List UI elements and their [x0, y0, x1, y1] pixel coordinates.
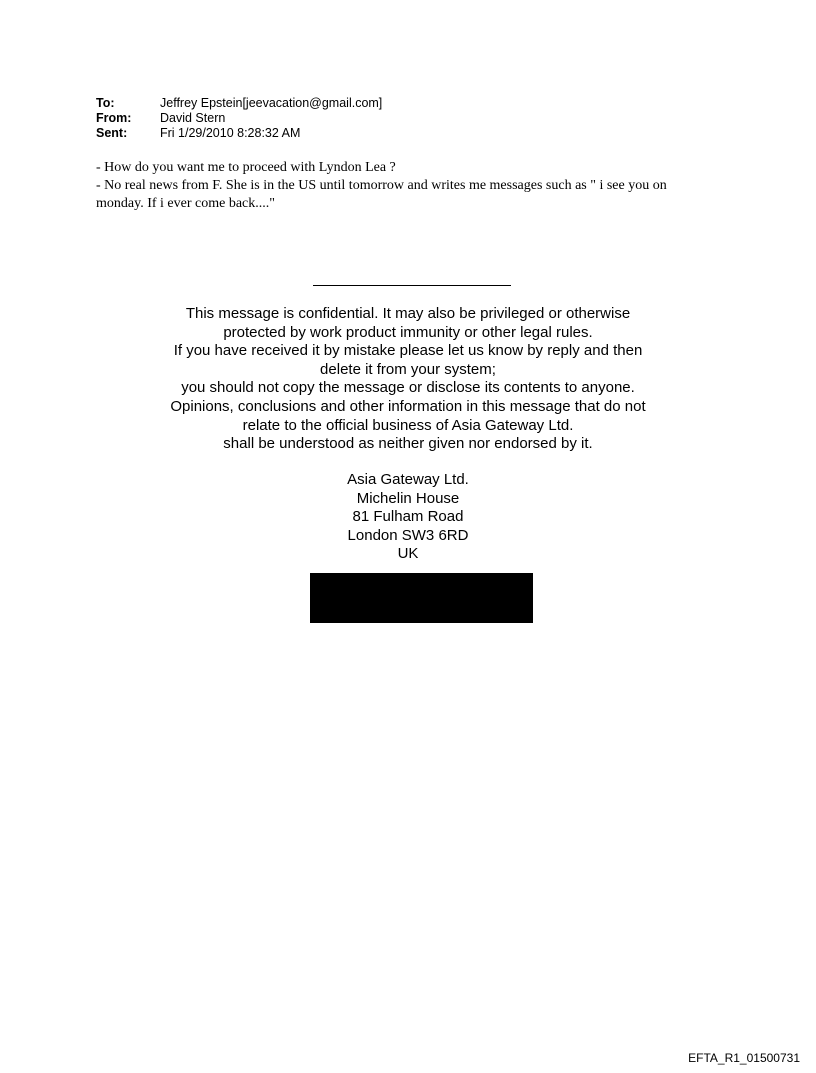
sent-label: Sent:: [96, 126, 128, 140]
confidentiality-disclaimer: [108, 305, 708, 454]
address-line: Asia Gateway Ltd.: [347, 471, 469, 488]
company-address: [308, 471, 508, 564]
disclaimer-line: protected by work product immunity or other legal rules.: [223, 323, 593, 341]
disclaimer-line: If you have received it by mistake please let us know by reply and then: [173, 342, 643, 360]
address-line: Michelin House: [356, 489, 460, 507]
disclaimer-line: you should not copy the message or disclose its contents to anyone.: [181, 379, 635, 397]
to-row: [96, 96, 382, 111]
body-line-2: - No real news from F. She is in the US until tomorrow and writes me messages such as " i see you on monday. If i ever come back....": [96, 178, 667, 211]
address-line: 81 Fulham Road: [352, 508, 464, 526]
from-value: David Stern: [160, 111, 226, 125]
disclaimer-line: relate to the official business of Asia Gateway Ltd.: [242, 416, 574, 434]
to-value: Jeffrey Epstein[jeevacation@gmail.com]: [160, 96, 383, 110]
email-body: [96, 159, 716, 213]
address-line: London SW3 6RD: [347, 526, 469, 544]
redaction-block: [310, 573, 533, 623]
signature-divider: [313, 285, 511, 286]
from-row: [96, 111, 382, 126]
address-line: UK: [397, 545, 419, 563]
body-line-1: - How do you want me to proceed with Lyndon Lea ?: [96, 160, 396, 175]
disclaimer-line: delete it from your system;: [320, 360, 496, 378]
to-label: To:: [96, 96, 115, 110]
document-id: EFTA_R1_01500731: [688, 1051, 800, 1065]
sent-value: Fri 1/29/2010 8:28:32 AM: [160, 126, 301, 140]
disclaimer-line: shall be understood as neither given nor endorsed by it.: [223, 435, 593, 453]
email-header: [96, 96, 382, 141]
disclaimer-line: Opinions, conclusions and other information in this message that do not: [170, 397, 646, 415]
disclaimer-line: This message is confidential. It may also be privileged or otherwise: [185, 305, 631, 322]
from-label: From:: [96, 111, 132, 125]
sent-row: [96, 126, 382, 141]
